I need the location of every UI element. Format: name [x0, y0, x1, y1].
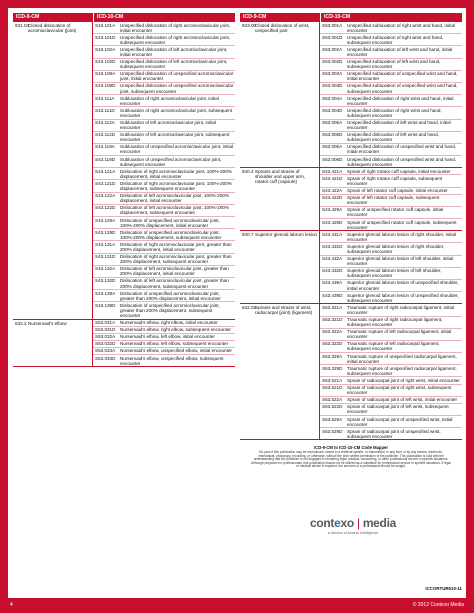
- icd10-code: S63.522A: [322, 397, 343, 403]
- icd10-row: [93, 327, 235, 334]
- icd10-row: [93, 355, 235, 366]
- icd10-description: Dislocation of left acromioclavicular joint, 100%-200% displacement, initial encounter: [120, 193, 230, 204]
- code-group: [13, 320, 235, 368]
- icd10-row: [320, 231, 462, 243]
- icd10-row: [320, 107, 462, 119]
- logo-bar: |: [353, 516, 363, 530]
- icd10-row: [320, 188, 462, 195]
- icd10-code: S53.032D: [95, 341, 116, 347]
- icd10-row: [93, 180, 235, 192]
- icd10-code: S63.004A: [322, 95, 343, 101]
- icd10-code: S43.121A: [95, 168, 116, 174]
- icd10-code: S63.001D: [322, 34, 343, 40]
- icd10-description: Traumatic rupture of unspecified radiocarpal ligament, initial encounter: [347, 353, 457, 364]
- icd9-code: 840.7: [242, 232, 254, 238]
- icd10-row: [320, 59, 462, 71]
- icd10-description: Sprain of left rotator cuff capsule, subsequent encounter: [347, 195, 440, 206]
- icd10-code: S43.111D: [95, 107, 115, 113]
- icd10-description: Superior glenoid labrum lesion of right shoulder, subsequent encounter: [347, 243, 445, 254]
- icd10-description: Superior glenoid labrum lesion of left shoulder, initial encounter: [347, 256, 454, 267]
- icd10-code: S43.422A: [322, 188, 343, 194]
- notice-body: No part of this publication may be reproduced, stored in a retrieval system, or transmitted, in any form or by any means, electronic, mechanical, photocopy, recording, or otherwise, without the prior written permission of the publisher. This publication is sold with the understanding that the publisher is not engaged in rendering legal, medical, accounting, or other professional service in specific situations. Although prepared for professionals, this publication should not be utilized as a substitute for professional service in specific situations. If legal or medical advice is required, the services of a professional should be sought.: [251, 450, 451, 469]
- icd10-row: [320, 175, 462, 187]
- icd10-description: Dislocation of right acromioclavicular joint, 100%-200% displacement, subsequent encounter: [120, 180, 232, 192]
- icd10-code: S63.521A: [322, 377, 343, 383]
- icd10-code: S43.102D: [95, 59, 116, 65]
- icd10-row: [93, 290, 235, 302]
- icd10-row: [93, 95, 235, 107]
- icd10-code: S43.109A: [95, 71, 116, 77]
- icd10-code: S43.131A: [95, 241, 116, 247]
- icd10-code: S63.529A: [322, 416, 343, 422]
- icd10-row: [320, 280, 462, 292]
- notice-title: ICD-9-CM to ICD-10-CM Code Mapper: [314, 445, 388, 450]
- icd10-description: Nursemaid's elbow, unspecified elbow, subsequent encounter: [120, 355, 224, 366]
- icd10-description: Unspecified subluxation of right wrist and hand, subsequent encounter: [347, 34, 444, 45]
- icd10-list: [320, 231, 462, 303]
- icd10-description: Unspecified dislocation of right wrist and hand, subsequent encounter: [347, 107, 442, 118]
- icd10-code: S63.329D: [322, 365, 343, 371]
- icd10-description: Unspecified dislocation of unspecified wrist and hand, initial encounter: [347, 144, 457, 155]
- icd10-row: [320, 377, 462, 384]
- icd10-description: Nursemaid's elbow, right elbow, initial encounter: [120, 320, 218, 326]
- icd10-code: S63.322A: [322, 329, 343, 335]
- icd9-description: Sprains and strains of shoulder and upper arm, rotator cuff (capsule): [255, 169, 306, 185]
- icd10-code: S43.421D: [322, 175, 343, 181]
- code-group: [240, 231, 462, 304]
- icd10-row: [93, 22, 235, 34]
- icd10-code: S63.529D: [322, 428, 343, 434]
- icd10-row: [320, 317, 462, 329]
- icd10-row: [93, 144, 235, 156]
- icd10-description: Sprain of radiocarpal joint of unspecified wrist, initial encounter: [347, 416, 453, 427]
- icd10-code: S53.033A: [95, 348, 116, 354]
- copyright-notice: [251, 445, 451, 469]
- icd10-code: S43.429A: [322, 207, 343, 213]
- icd10-description: Unspecified dislocation of left wrist and hand, initial encounter: [347, 120, 451, 131]
- icd10-row: [320, 219, 462, 230]
- icd10-code: S43.112A: [95, 120, 115, 125]
- icd10-description: Nursemaid's elbow, left elbow, subsequent encounter: [120, 341, 229, 347]
- icd10-row: [320, 304, 462, 316]
- icd10-code: S63.001A: [322, 22, 343, 28]
- icd10-description: Traumatic rupture of right radiocarpal ligament, initial encounter: [347, 304, 455, 315]
- icd10-row: [93, 217, 235, 229]
- logo-tagline: a division of Access Intelligence: [327, 531, 379, 535]
- icd9-description: Closed dislocation of wrist, unspecified part: [255, 23, 310, 34]
- icd10-code: S53.031D: [95, 327, 116, 333]
- icd9-code: 833.00: [242, 23, 257, 28]
- code-group: [240, 304, 462, 440]
- contexo-media-logo: [298, 516, 408, 535]
- icd10-description: Nursemaid's elbow, left elbow, initial encounter: [120, 334, 215, 340]
- icd10-row: [320, 292, 462, 303]
- icd10-description: Dislocation of left acromioclavicular joint, greater than 200% displacement, initial encounter: [120, 266, 229, 277]
- icd10-code: S43.101D: [95, 34, 116, 40]
- icd10-description: Superior glenoid labrum lesion of left shoulder, subsequent encounter: [347, 268, 442, 279]
- icd10-row: [320, 156, 462, 167]
- icd10-description: Sprain of unspecified rotator cuff capsule, initial encounter: [347, 207, 444, 218]
- footer: [0, 602, 474, 611]
- icd10-code: S63.002A: [322, 46, 343, 52]
- icd10-row: [93, 320, 235, 327]
- icd9-cell: [240, 22, 320, 167]
- left-column: [13, 13, 235, 367]
- icd10-description: Sprain of radiocarpal joint of left wrist, subsequent encounter: [347, 404, 449, 415]
- icd10-list: [320, 22, 462, 167]
- right-groups: [240, 22, 462, 440]
- icd10-description: Traumatic rupture of left radiocarpal ligament, subsequent encounter: [347, 341, 440, 352]
- icd10-row: [93, 205, 235, 217]
- icd10-description: Unspecified dislocation of left wrist and hand, subsequent encounter: [347, 132, 439, 143]
- icd10-code: S53.032A: [95, 334, 116, 340]
- icd10-description: Unspecified dislocation of unspecified acromioclavicular joint, initial encounter: [120, 71, 234, 82]
- icd10-row: [93, 334, 235, 341]
- icd10-description: Unspecified subluxation of left wrist and hand, subsequent encounter: [347, 59, 441, 70]
- icd10-description: Unspecified subluxation of unspecified wrist and hand, subsequent encounter: [347, 83, 458, 94]
- icd10-description: Sprain of radiocarpal joint of right wrist, subsequent encounter: [347, 385, 452, 396]
- icd10-description: Sprain of radiocarpal joint of right wrist, initial encounter: [347, 377, 460, 383]
- icd10-code: S43.111A: [95, 95, 115, 101]
- icd10-code: S43.139D: [95, 302, 116, 308]
- icd10-description: Unspecified dislocation of right acromioclavicular joint, initial encounter: [120, 22, 231, 33]
- icd10-code: S43.119A: [95, 144, 115, 150]
- icd10-description: Traumatic rupture of unspecified radiocarpal ligament, subsequent encounter: [347, 365, 457, 376]
- icd10-description: Sprain of right rotator cuff capsule, initial encounter: [347, 168, 451, 174]
- icd10-description: Unspecified dislocation of left acromioclavicular joint, subsequent encounter: [120, 59, 228, 70]
- icd10-code: S43.132A: [95, 266, 116, 272]
- icd10-description: Dislocation of unspecified acromioclavicular joint, 100%-200% displacement, subsequent encounter: [120, 229, 222, 240]
- icd10-code: S43.422D: [322, 195, 343, 201]
- icd10-code: S63.321A: [322, 304, 343, 310]
- icd10-code: S43.431D: [322, 243, 343, 249]
- icd10-description: Dislocation of unspecified acromioclavicular joint, greater than 200% displacement, initial encounter: [120, 290, 221, 301]
- icd10-row: [320, 120, 462, 132]
- icd10-row: [93, 302, 235, 318]
- icd10-code: S63.005D: [322, 132, 343, 138]
- icd10-row: [93, 229, 235, 241]
- icd10-code: S43.139A: [95, 290, 116, 296]
- copyright: © 2012 Contexo Media: [412, 602, 464, 608]
- icd9-cell: [240, 304, 320, 439]
- table-header: [13, 13, 235, 22]
- icd10-code: S63.321D: [322, 317, 343, 322]
- icd10-code: S53.031A: [95, 320, 116, 326]
- icd10-row: [93, 193, 235, 205]
- icd10-description: Dislocation of unspecified acromioclavicular joint, greater than 200% displacement, subsequent encounter: [120, 302, 220, 318]
- icd9-description: Sprains and strains of wrist, radiocarpal (joint) (ligament): [255, 305, 313, 316]
- icd10-description: Unspecified dislocation of unspecified wrist and hand, subsequent encounter: [347, 156, 457, 167]
- code-group: [13, 22, 235, 320]
- icd10-description: Subluxation of unspecified acromioclavicular joint, subsequent encounter: [120, 156, 222, 167]
- table-header: [240, 13, 462, 22]
- icd10-code: S63.005A: [322, 120, 343, 125]
- icd10-row: [320, 404, 462, 416]
- icd10-description: Subluxation of right acromioclavicular joint, initial encounter: [120, 95, 219, 106]
- icd10-code: S63.521D: [322, 385, 343, 391]
- icd10-code: S43.119D: [95, 156, 116, 162]
- icd10-row: [93, 34, 235, 46]
- icd10-row: [320, 243, 462, 255]
- icd10-row: [93, 241, 235, 253]
- icd10-row: [320, 385, 462, 397]
- icd9-code: 831.04: [15, 23, 30, 28]
- icd10-code: S53.033D: [95, 355, 116, 361]
- icd9-cell: [240, 231, 320, 303]
- icd10-code: S63.006D: [322, 156, 343, 162]
- icd10-description: Unspecified dislocation of right acromioclavicular joint, subsequent encounter: [120, 34, 231, 45]
- icd10-row: [320, 22, 462, 34]
- icd10-code: S63.006A: [322, 144, 343, 150]
- icd10-code: S63.002D: [322, 59, 343, 65]
- icd10-description: Unspecified subluxation of right wrist and hand, initial encounter: [347, 22, 456, 33]
- icd10-row: [320, 168, 462, 175]
- icd10-code: S43.432D: [322, 268, 343, 274]
- icd10-row: [320, 256, 462, 268]
- icd10-code: S63.522D: [322, 404, 343, 410]
- icd10-row: [320, 268, 462, 280]
- icd10-description: Unspecified dislocation of unspecified acromioclavicular joint, subsequent encounter: [120, 83, 234, 94]
- icd10-code: S43.431A: [322, 231, 343, 237]
- icd10-row: [320, 207, 462, 219]
- icd10-description: Dislocation of right acromioclavicular joint, greater than 200% displacement, subsequent encounter: [120, 254, 232, 265]
- icd10-description: Superior glenoid labrum lesion of unspecified shoulder, initial encounter: [347, 280, 459, 291]
- icd10-row: [320, 329, 462, 341]
- icd10-code: S63.003D: [322, 83, 343, 89]
- icd10-code: S43.421A: [322, 168, 343, 174]
- icd10-header: ICD-10-CM: [320, 13, 462, 22]
- icd10-description: Unspecified dislocation of left acromioclavicular joint, initial encounter: [120, 46, 228, 57]
- icd10-row: [93, 254, 235, 266]
- icd10-row: [320, 416, 462, 428]
- icd10-description: Superior glenoid labrum lesion of right shoulder, initial encounter: [347, 231, 457, 242]
- page: [8, 8, 466, 598]
- icd10-description: Subluxation of right acromioclavicular joint, subsequent encounter: [120, 107, 233, 118]
- icd10-code: S43.439A: [322, 280, 343, 286]
- icd10-code: S63.329A: [322, 353, 343, 359]
- icd10-code: S43.432A: [322, 256, 343, 262]
- icd10-code: S43.129D: [95, 229, 116, 235]
- icd10-code: S43.131D: [95, 254, 116, 260]
- icd10-row: [93, 59, 235, 71]
- product-code: ICCORTUR910-11: [425, 586, 462, 591]
- icd10-row: [93, 71, 235, 83]
- icd10-row: [320, 34, 462, 46]
- icd10-description: Dislocation of right acromioclavicular joint, greater than 200% displacement, initial encounter: [120, 241, 232, 252]
- icd10-description: Traumatic rupture of left radiocarpal ligament, initial encounter: [347, 329, 452, 340]
- icd10-row: [320, 144, 462, 156]
- icd10-description: Sprain of radiocarpal joint of left wrist, initial encounter: [347, 397, 458, 403]
- icd9-cell: [240, 168, 320, 230]
- icd9-code: 842.02: [242, 305, 257, 311]
- logo-part2: xo: [340, 516, 354, 530]
- icd10-list: [320, 168, 462, 230]
- icd9-cell: [13, 320, 93, 367]
- icd10-row: [320, 365, 462, 377]
- icd10-row: [320, 132, 462, 144]
- icd10-code: S43.132D: [95, 278, 116, 284]
- icd10-code: S43.121D: [95, 180, 116, 186]
- icd10-row: [93, 168, 235, 180]
- icd10-row: [93, 266, 235, 278]
- icd10-list: [320, 304, 462, 439]
- icd10-description: Nursemaid's elbow, right elbow, subsequent encounter: [120, 327, 231, 333]
- code-group: [240, 168, 462, 231]
- icd10-description: Subluxation of left acromioclavicular joint, subsequent encounter: [120, 132, 230, 143]
- icd10-row: [320, 46, 462, 58]
- logo-wordmark: [298, 516, 408, 530]
- icd10-description: Unspecified subluxation of unspecified wrist and hand, initial encounter: [347, 71, 458, 82]
- icd10-description: Sprain of unspecified rotator cuff capsule, subsequent encounter: [347, 219, 457, 230]
- icd9-code: 840.4: [242, 169, 254, 175]
- logo-part3: media: [362, 516, 396, 530]
- icd10-code: S63.004D: [322, 107, 343, 113]
- icd10-row: [93, 278, 235, 290]
- icd10-description: Unspecified dislocation of right wrist and hand, initial encounter: [347, 95, 454, 106]
- icd10-row: [320, 83, 462, 95]
- icd10-row: [320, 397, 462, 404]
- icd9-cell: [13, 22, 93, 319]
- code-group: [240, 22, 462, 168]
- icd10-code: S43.429D: [322, 219, 343, 225]
- icd10-row: [320, 341, 462, 353]
- icd10-description: Superior glenoid labrum lesion of unspecified shoulder, subsequent encounter: [347, 292, 459, 303]
- icd10-description: Subluxation of unspecified acromioclavicular joint, initial encounter: [120, 144, 234, 155]
- icd10-list: [93, 22, 235, 319]
- icd10-description: Dislocation of unspecified acromioclavicular joint, 100%-200% displacement, initial encounter: [120, 217, 220, 228]
- icd9-description: Nursemaid's elbow: [28, 320, 67, 326]
- icd10-description: Dislocation of left acromioclavicular joint, greater than 200% displacement, subsequent encounter: [120, 278, 229, 289]
- icd10-description: Sprain of radiocarpal joint of unspecified wrist, subsequent encounter: [347, 428, 441, 439]
- icd10-code: S43.101A: [95, 22, 116, 28]
- icd10-description: Unspecified subluxation of left wrist and hand, initial encounter: [347, 46, 453, 57]
- icd10-row: [320, 428, 462, 439]
- icd10-list: [93, 320, 235, 367]
- page-number: 4: [10, 602, 13, 608]
- icd9-header: ICD-9-CM: [16, 14, 40, 20]
- icd10-row: [93, 341, 235, 348]
- icd9-description: Superior glenoid labrum lesion: [255, 232, 318, 238]
- icd10-code: S43.439D: [322, 292, 343, 298]
- icd10-code: S63.003A: [322, 71, 343, 77]
- icd10-code: S63.322D: [322, 341, 343, 347]
- icd10-description: Sprain of right rotator cuff capsule, subsequent encounter: [347, 175, 443, 186]
- icd10-row: [93, 120, 235, 132]
- right-column: [240, 13, 462, 440]
- left-groups: [13, 22, 235, 367]
- icd10-row: [93, 156, 235, 168]
- icd10-code: S43.122A: [95, 193, 116, 199]
- icd10-row: [93, 46, 235, 58]
- icd10-row: [320, 95, 462, 107]
- icd9-code: 832.2: [15, 320, 27, 326]
- icd9-description: Closed dislocation of acromioclavicular (joint): [28, 23, 77, 34]
- icd10-description: Dislocation of left acromioclavicular joint, 100%-200% displacement, subsequent encounter: [120, 205, 230, 216]
- icd10-description: Subluxation of left acromioclavicular joint, initial encounter: [120, 120, 217, 131]
- icd10-row: [93, 83, 235, 95]
- icd10-row: [93, 348, 235, 355]
- icd10-description: Traumatic rupture of right radiocarpal ligament, subsequent encounter: [347, 317, 443, 328]
- icd10-row: [93, 132, 235, 144]
- icd10-header: ICD-10-CM: [93, 13, 235, 22]
- icd10-row: [93, 107, 235, 119]
- icd10-code: S43.109D: [95, 83, 116, 89]
- icd10-code: S43.102A: [95, 46, 116, 52]
- icd10-description: Dislocation of right acromioclavicular joint, 100%-200% displacement, initial encounter: [120, 168, 232, 179]
- icd10-code: S43.112D: [95, 132, 116, 138]
- icd10-row: [320, 71, 462, 83]
- logo-part1: cont: [310, 516, 335, 530]
- icd10-description: Nursemaid's elbow, unspecified elbow, initial encounter: [120, 348, 232, 354]
- icd10-row: [320, 195, 462, 207]
- icd10-code: S43.122D: [95, 205, 116, 211]
- icd10-code: S43.129A: [95, 217, 116, 223]
- icd9-header: ICD-9-CM: [243, 14, 267, 20]
- icd10-description: Sprain of left rotator cuff capsule, initial encounter: [347, 188, 448, 194]
- logo-accent: e: [334, 516, 341, 530]
- icd10-row: [320, 353, 462, 365]
